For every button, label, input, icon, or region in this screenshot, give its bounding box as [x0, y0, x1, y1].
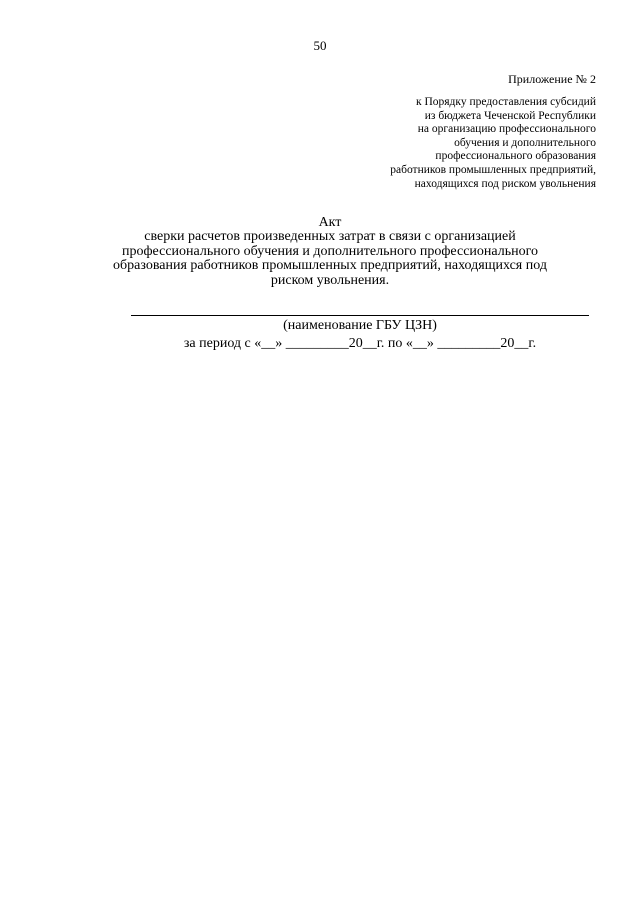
appendix-block	[316, 72, 596, 191]
appendix-line: работников промышленных предприятий,	[390, 163, 596, 176]
organization-name-line	[131, 315, 589, 316]
period-line: за период с «__» _________20__г. по «__» _________20__г.	[183, 336, 537, 351]
act-subtitle-line: профессионального обучения и дополнительного профессионального	[121, 243, 538, 259]
act-heading	[80, 215, 580, 288]
appendix-line: обучения и дополнительного	[454, 136, 596, 149]
act-subtitle-line: сверки расчетов произведенных затрат в связи с организацией	[144, 229, 516, 244]
appendix-line: на организацию профессионального	[417, 123, 596, 136]
appendix-title: Приложение № 2	[508, 72, 596, 86]
organization-caption: (наименование ГБУ ЦЗН)	[283, 318, 437, 333]
appendix-line: находящихся под риском увольнения	[414, 177, 596, 190]
appendix-line: из бюджета Чеченской Республики	[424, 109, 596, 122]
act-subtitle-line: образования работников промышленных предприятий, находящихся под	[113, 258, 547, 274]
act-subtitle-line: риском увольнения.	[270, 272, 390, 288]
act-title: Акт	[318, 215, 342, 230]
page-number: 50	[313, 38, 327, 53]
appendix-line: профессионального образования	[435, 150, 596, 163]
appendix-line: к Порядку предоставления субсидий	[416, 96, 596, 108]
